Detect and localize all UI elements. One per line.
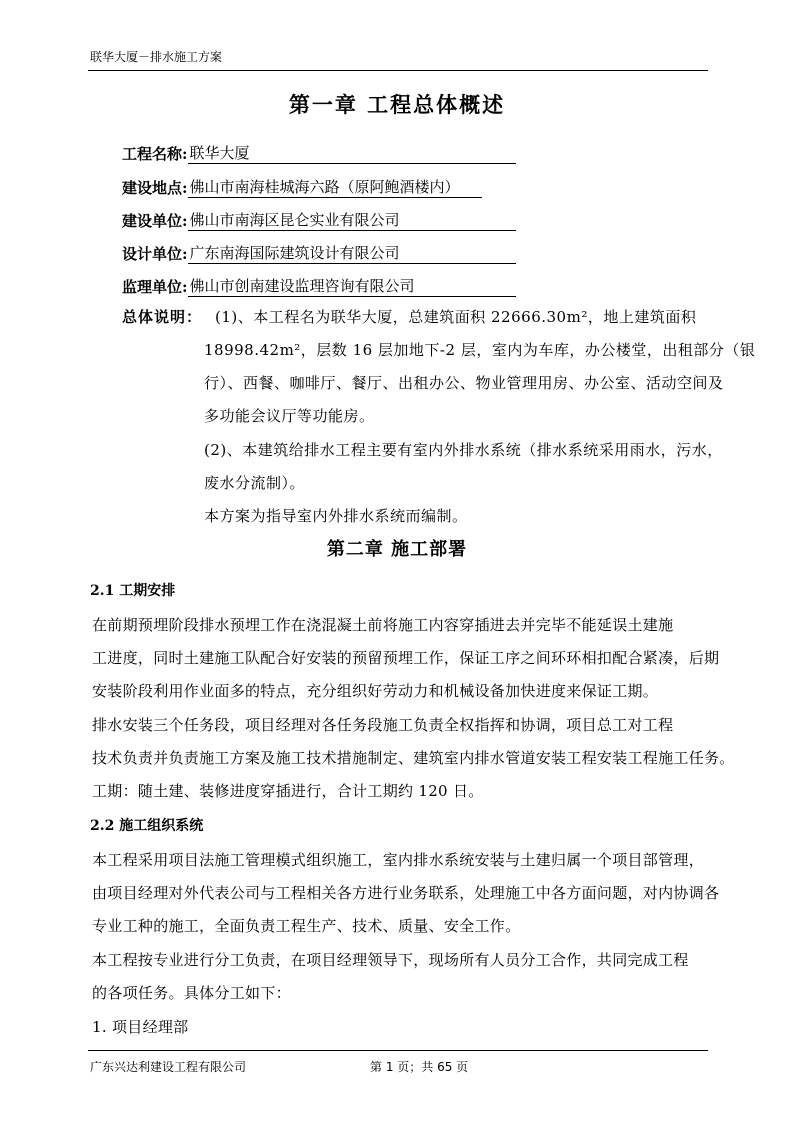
footer-divider (88, 1050, 708, 1051)
paragraph-line: 工进度，同时土建施工队配合好安装的预留预埋工作，保证工序之间环环相扣配合紧凑，后期 (92, 649, 720, 667)
project-name-value: 联华大厦 (188, 142, 516, 164)
paragraph-line: 由项目经理对外代表公司与工程相关各方进行业务联系，处理施工中各方面问题，对内协调各 (92, 884, 720, 902)
paragraph-line: 在前期预埋阶段排水预埋工作在浇混凝土前将施工内容穿插进去并完毕不能延误土建施 (92, 616, 674, 634)
paragraph-line: 本工程按专业进行分工负责，在项目经理领导下，现场所有人员分工合作，共同完成工程 (92, 951, 689, 969)
info-row-builder (122, 209, 516, 231)
chapter-1-title: 第一章 工程总体概述 (288, 92, 506, 117)
list-item-project-manager-dept: 1. 项目经理部 (92, 1018, 189, 1036)
footer-page-number: 第 1 页；共 65 页 (370, 1060, 469, 1074)
chapter-2-title: 第二章 施工部署 (326, 539, 468, 560)
general-note-line: 废水分流制）。 (204, 474, 306, 492)
paragraph-line: 工期：随土建、装修进度穿插进行，合计工期约 120 日。 (92, 782, 484, 800)
running-header: 联华大厦－排水施工方案 (90, 50, 223, 64)
section-2-2-title: 2.2 施工组织系统 (90, 818, 204, 834)
general-note-line: (1)、本工程名为联华大厦，总建筑面积 22666.30m²，地上建筑面积 (215, 308, 697, 326)
general-note-line: 多功能会议厅等功能房。 (204, 407, 375, 425)
location-label: 建设地点: (122, 179, 188, 197)
paragraph-line: 技术负责并负责施工方案及施工技术措施制定、建筑室内排水管道安装工程安装工程施工任务。 (92, 749, 735, 767)
general-note-line: 行）、西餐、咖啡厅、餐厅、出租办公、物业管理用房、办公室、活动空间及 (204, 374, 724, 392)
supervisor-value: 佛山市创南建设监理咨询有限公司 (188, 275, 516, 297)
general-note-line: 本方案为指导室内外排水系统而编制。 (204, 507, 468, 525)
builder-label: 建设单位: (122, 212, 188, 230)
supervisor-label: 监理单位: (122, 278, 188, 296)
header-divider (88, 70, 708, 71)
designer-label: 设计单位: (122, 245, 188, 263)
designer-value: 广东南海国际建筑设计有限公司 (188, 242, 516, 264)
paragraph-line: 排水安装三个任务段，项目经理对各任务段施工负责全权指挥和协调，项目总工对工程 (92, 716, 674, 734)
info-row-location (122, 176, 482, 198)
paragraph-line: 安装阶段利用作业面多的特点，充分组织好劳动力和机械设备加快进度来保证工期。 (92, 682, 659, 700)
info-row-project-name (122, 142, 516, 164)
general-note-line: 18998.42m²，层数 16 层加地下-2 层，室内为车库，办公楼堂，出租部分（银 (204, 341, 756, 359)
section-2-1-title: 2.1 工期安排 (90, 583, 176, 599)
location-value: 佛山市南海桂城海六路（原阿鲍酒楼内） (188, 176, 482, 198)
info-row-designer (122, 242, 516, 264)
paragraph-line: 的各项任务。具体分工如下： (92, 984, 291, 1002)
paragraph-line: 专业工种的施工，全面负责工程生产、技术、质量、安全工作。 (92, 917, 521, 935)
builder-value: 佛山市南海区昆仑实业有限公司 (188, 209, 516, 231)
footer-company: 广东兴达利建设工程有限公司 (90, 1060, 247, 1074)
paragraph-line: 本工程采用项目法施工管理模式组织施工，室内排水系统安装与土建归属一个项目部管理， (92, 851, 705, 869)
project-name-label: 工程名称: (122, 145, 188, 163)
general-note-label: 总体说明： (122, 308, 203, 326)
info-row-supervisor (122, 275, 516, 297)
general-note-line: (2)、本建筑给排水工程主要有室内外排水系统（排水系统采用雨水，污水， (204, 441, 723, 459)
